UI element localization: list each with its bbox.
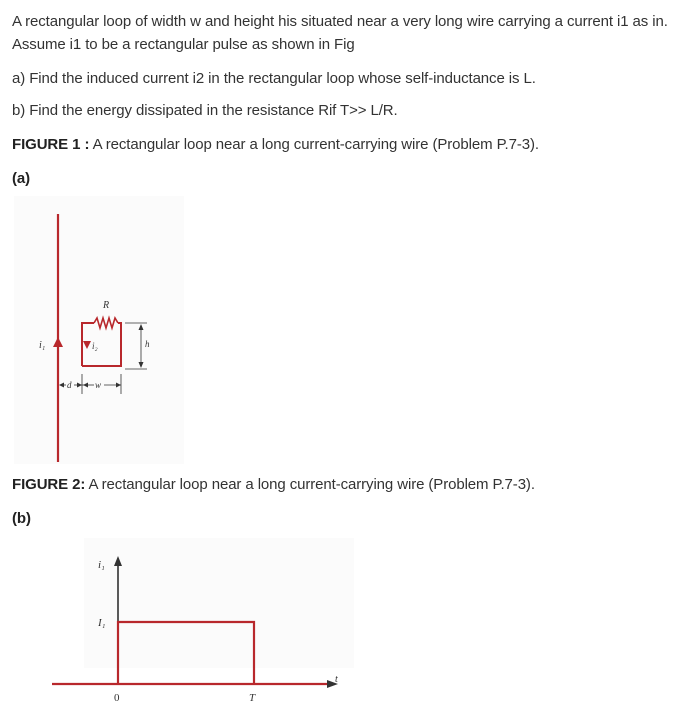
label-i1-axis: i₁ [98,559,105,571]
figure2-sub-label: (b) [12,510,31,527]
label-d: d [67,380,72,390]
figure1-caption [12,133,678,156]
label-h: h [145,339,150,349]
figure2-caption-text: A rectangular loop near a long current-carrying wire (Problem P.7-3). [85,476,535,493]
figure2-caption-label: FIGURE 2: [12,476,86,493]
label-t: t [335,674,338,685]
label-T: T [249,692,256,704]
label-i2: i₂ [92,341,98,351]
label-R: R [103,300,110,311]
problem-intro: A rectangular loop of width w and height his situated near a very long wire carrying a current i1 as in. Assume i1 to be a rectangular pulse as shown in Fig [12,13,668,53]
label-w: w [95,380,102,390]
figure1-sub-label: (a) [12,170,31,187]
figure2-caption [12,473,678,496]
figure1-caption-text: A rectangular loop near a long current-carrying wire (Problem P.7-3). [89,136,539,153]
problem-part-b: b) Find the energy dissipated in the resistance Rif T>> L/R. [12,102,398,119]
figure1-caption-label: FIGURE 1 : [12,136,90,153]
label-i1: i₁ [39,340,46,351]
figure2-pulse-graph [44,538,354,706]
problem-part-a: a) Find the induced current i2 in the rectangular loop whose self-inductance is L. [12,70,536,87]
label-I1: I₁ [98,617,106,629]
figure1-diagram [14,196,184,464]
label-zero: 0 [114,692,120,704]
